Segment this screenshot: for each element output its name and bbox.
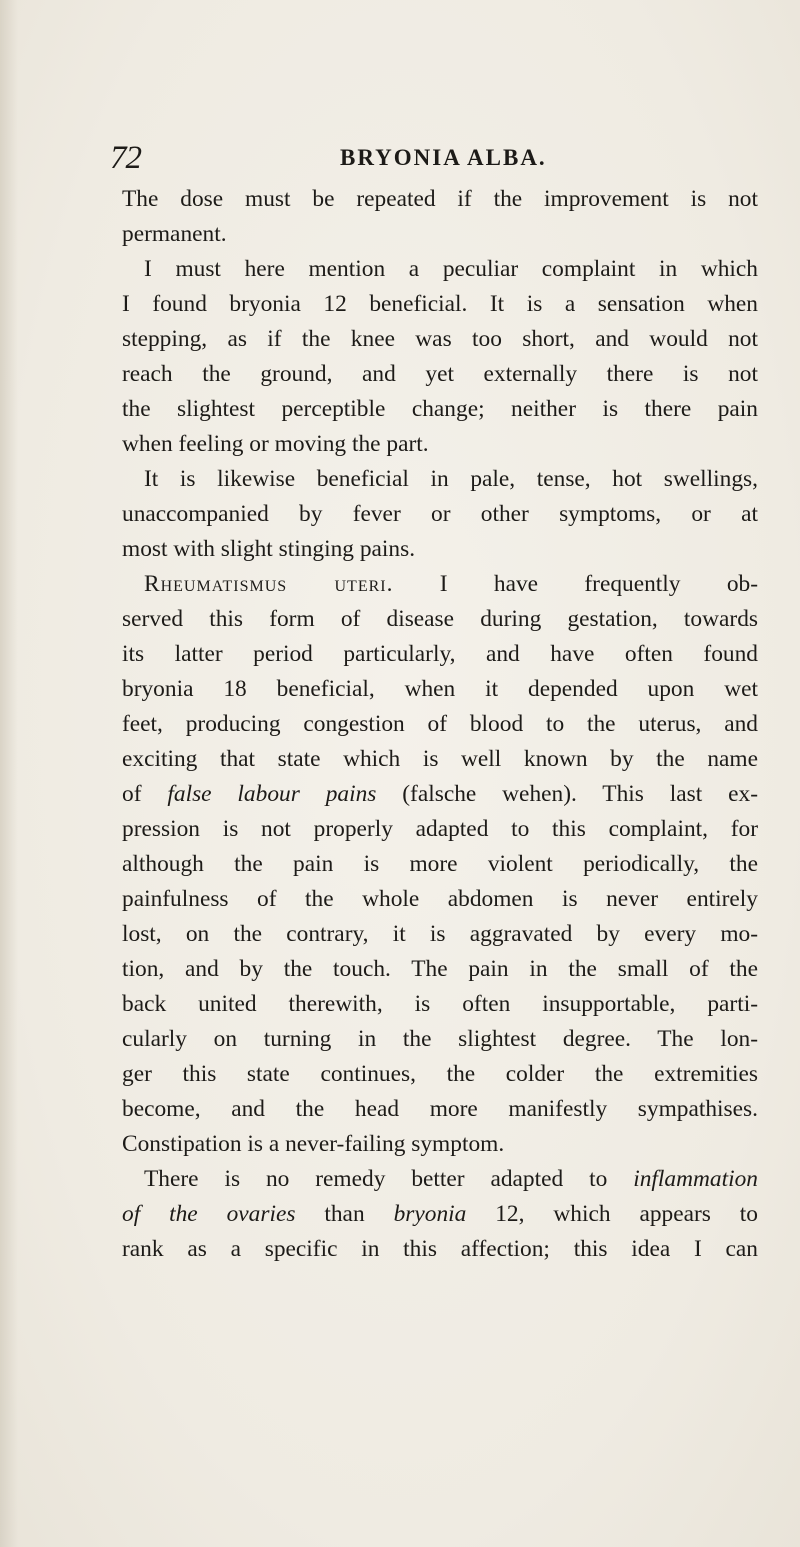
text-segment: of xyxy=(122,781,168,807)
text-line: bryonia 18 beneficial, when it depended upon wet xyxy=(122,676,758,702)
page-number: 72 xyxy=(110,140,141,176)
text-line: stepping, as if the knee was too short, and would not xyxy=(122,326,758,352)
text-line: when feeling or moving the part. xyxy=(122,431,429,457)
text-segment: than xyxy=(295,1201,394,1227)
body-text xyxy=(122,182,758,1267)
text-line xyxy=(122,1197,758,1232)
text-line: reach the ground, and yet externally there is not xyxy=(122,361,758,387)
text-segment: (falsche wehen). This last ex- xyxy=(376,781,758,807)
text-line: served this form of disease during gestation, towards xyxy=(122,606,758,632)
italic-text: bryonia xyxy=(393,1201,467,1227)
text-line: the slightest perceptible change; neither is there pain xyxy=(122,396,758,422)
text-line: feet, producing congestion of blood to the uterus, and xyxy=(122,711,758,737)
text-line: The dose must be repeated if the improvement is not xyxy=(122,186,758,212)
text-line: Constipation is a never-failing symptom. xyxy=(122,1131,505,1157)
text-line: rank as a specific in this affection; this idea I can xyxy=(122,1236,758,1262)
text-line: permanent. xyxy=(122,221,227,247)
text-line: It is likewise beneficial in pale, tense, hot swellings, xyxy=(144,466,758,492)
text-line: ger this state continues, the colder the extremities xyxy=(122,1061,758,1087)
text-line: most with slight stinging pains. xyxy=(122,536,416,562)
text-segment: There is no remedy better adapted to xyxy=(144,1166,634,1192)
text-line xyxy=(122,1162,758,1197)
text-line: cularly on turning in the slightest degree. The lon- xyxy=(122,1026,758,1052)
text-line: I must here mention a peculiar complaint in which xyxy=(144,256,758,282)
text-line: exciting that state which is well known by the name xyxy=(122,746,758,772)
text-line: tion, and by the touch. The pain in the small of the xyxy=(122,956,758,982)
running-head xyxy=(110,138,770,178)
text-line xyxy=(122,777,758,812)
italic-text: inflammation xyxy=(633,1166,758,1192)
text-line: lost, on the contrary, it is aggravated by every mo- xyxy=(122,921,758,947)
text-line: pression is not properly adapted to this complaint, for xyxy=(122,816,758,842)
italic-text: false labour pains xyxy=(167,781,377,807)
text-line xyxy=(122,567,758,602)
smallcaps-text: Rheumatismus uteri. xyxy=(144,571,394,597)
italic-text: of the ovaries xyxy=(122,1201,296,1227)
page-binding-shadow xyxy=(0,0,18,1547)
text-line: painfulness of the whole abdomen is never entirely xyxy=(122,886,758,912)
running-title: BRYONIA ALBA. xyxy=(340,145,547,170)
text-line: its latter period particularly, and have often found xyxy=(122,641,758,667)
text-line: although the pain is more violent periodically, the xyxy=(122,851,758,877)
text-line: I found bryonia 12 beneficial. It is a sensation when xyxy=(122,291,758,317)
text-line: unaccompanied by fever or other symptoms, or at xyxy=(122,501,758,527)
text-line: become, and the head more manifestly sympathises. xyxy=(122,1096,758,1122)
text-segment: 12, which appears to xyxy=(466,1201,759,1227)
text-line: back united therewith, is often insupportable, parti- xyxy=(122,991,758,1017)
text-segment: I have frequently ob- xyxy=(393,571,759,597)
